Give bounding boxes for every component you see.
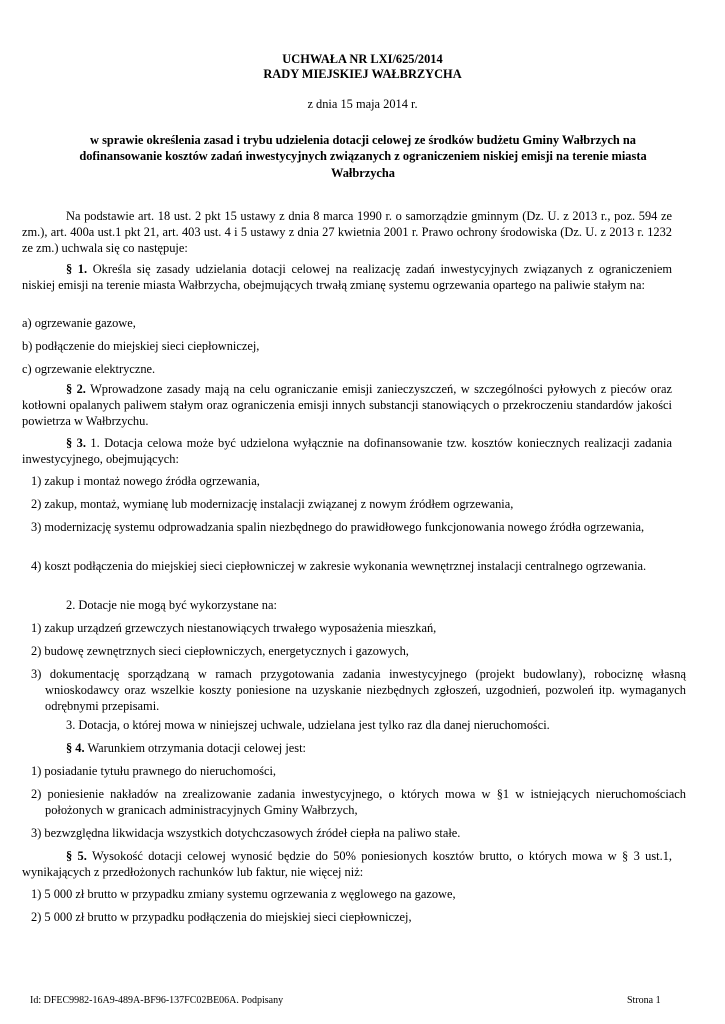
section-5 — [22, 848, 672, 880]
list-item: 2) zakup, montaż, wymianę lub modernizację instalacji związanej z nowym źródłem ogrzewania, — [31, 497, 514, 511]
list-item: 2) poniesienie nakładów na zrealizowanie zadania inwestycyjnego, o których mowa w §1 w istniejących nieruchomościach położonych w granicach administracyjnych Gminy Wałbrzych, — [31, 787, 686, 817]
page-number: Strona 1 — [627, 995, 661, 1006]
section-3-paragraph-2: 2. Dotacje nie mogą być wykorzystane na: — [66, 598, 277, 612]
list-item: 1) 5 000 zł brutto w przypadku zmiany systemu ogrzewania z węglowego na gazowe, — [31, 887, 456, 901]
list-item: 3) dokumentację sporządzaną w ramach przygotowania zadania inwestycyjnego (projekt budowlany), robociznę własną wnioskodawcy oraz wszelkie koszty poniesione na uzyskanie niezbędnych zgłoszeń, uzgodnień, pozwoleń itp. wymaganych odrębnymi przepisami. — [31, 667, 686, 713]
list-item: 3) modernizację systemu odprowadzania spalin niezbędnego do prawidłowego funkcjonowania nowego źródła ogrzewania, — [31, 520, 645, 534]
section-3-paragraph-3: 3. Dotacja, o której mowa w niniejszej uchwale, udzielana jest tylko raz dla danej nieruchomości. — [66, 718, 550, 732]
section-4-text: Warunkiem otrzymania dotacji celowej jest: — [84, 741, 306, 755]
list-item: 1) posiadanie tytułu prawnego do nieruchomości, — [31, 764, 276, 778]
list-item: b) podłączenie do miejskiej sieci ciepłowniczej, — [22, 339, 260, 353]
section-5-number: § 5. — [66, 849, 87, 863]
section-4 — [22, 740, 672, 756]
resolution-subject: w sprawie określenia zasad i trybu udzielenia dotacji celowej ze środków budżetu Gminy Wałbrzych na dofinansowanie kosztów zadań inwestycyjnych związanych z ograniczeniem niskiej emisji na terenie miasta Wałbrzycha — [79, 133, 647, 180]
list-item: 4) koszt podłączenia do miejskiej sieci ciepłowniczej w zakresie wykonania wewnętrznej instalacji centralnego ogrzewania. — [31, 559, 647, 573]
resolution-number: UCHWAŁA NR LXI/625/2014 — [282, 52, 443, 66]
section-2-number: § 2. — [66, 382, 86, 396]
list-item: 2) 5 000 zł brutto w przypadku podłączenia do miejskiej sieci ciepłowniczej, — [31, 910, 412, 924]
list-item: 2) budowę zewnętrznych sieci ciepłowniczych, energetycznych i gazowych, — [31, 644, 409, 658]
section-3 — [22, 435, 672, 467]
section-4-number: § 4. — [66, 741, 85, 755]
document-id: Id: DFEC9982-16A9-489A-BF96-137FC02BE06A. Podpisany — [30, 995, 284, 1006]
section-1 — [22, 261, 672, 293]
list-item: 3) bezwzględna likwidacja wszystkich dotychczasowych źródeł ciepła na paliwo stałe. — [31, 826, 461, 840]
section-1-number: § 1. — [66, 262, 88, 276]
section-5-text: Wysokość dotacji celowej wynosić będzie do 50% poniesionych kosztów brutto, o których mowa w § 3 ust.1, wynikających z przedłożonych rachunków lub faktur, nie więcej niż: — [22, 849, 672, 879]
council-name: RADY MIEJSKIEJ WAŁBRZYCHA — [263, 67, 462, 81]
section-2-text: Wprowadzone zasady mają na celu ograniczanie emisji zanieczyszczeń, w szczególności pyłowych z pieców oraz kotłowni opalanych paliwem stałym oraz ograniczenia emisji innych substancji stanowiących o przekroczeniu standardów jakości powietrza w Wałbrzychu. — [22, 382, 672, 428]
list-item: 1) zakup i montaż nowego źródła ogrzewania, — [31, 474, 260, 488]
list-item: 1) zakup urządzeń grzewczych niestanowiących trwałego wyposażenia mieszkań, — [31, 621, 437, 635]
section-3-intro: 1. Dotacja celowa może być udzielona wyłącznie na dofinansowanie tzw. kosztów koniecznych realizacji zadania inwestycyjnego, obejmujących: — [22, 436, 672, 466]
section-3-number: § 3. — [66, 436, 86, 450]
list-item: c) ogrzewanie elektryczne. — [22, 362, 156, 376]
preamble: Na podstawie art. 18 ust. 2 pkt 15 ustawy z dnia 8 marca 1990 r. o samorządzie gminnym (Dz. U. z 2013 r., poz. 594 ze zm.), art. 400a ust.1 pkt 21, art. 403 ust. 4 i 5 ustawy z dnia 27 kwietnia 2001 r. Prawo ochrony środowiska (Dz. U. z 2013 r. 1232 ze zm.) uchwala się co następuje: — [22, 209, 672, 255]
section-2 — [22, 381, 672, 429]
list-item: a) ogrzewanie gazowe, — [22, 316, 136, 330]
section-1-text: Określa się zasady udzielania dotacji celowej na realizację zadań inwestycyjnych związanych z ograniczeniem niskiej emisji na terenie miasta Wałbrzycha, obejmujących trwałą zmianę systemu ogrzewania opartego na paliwie stałym na: — [22, 262, 672, 292]
resolution-date: z dnia 15 maja 2014 r. — [307, 97, 418, 111]
